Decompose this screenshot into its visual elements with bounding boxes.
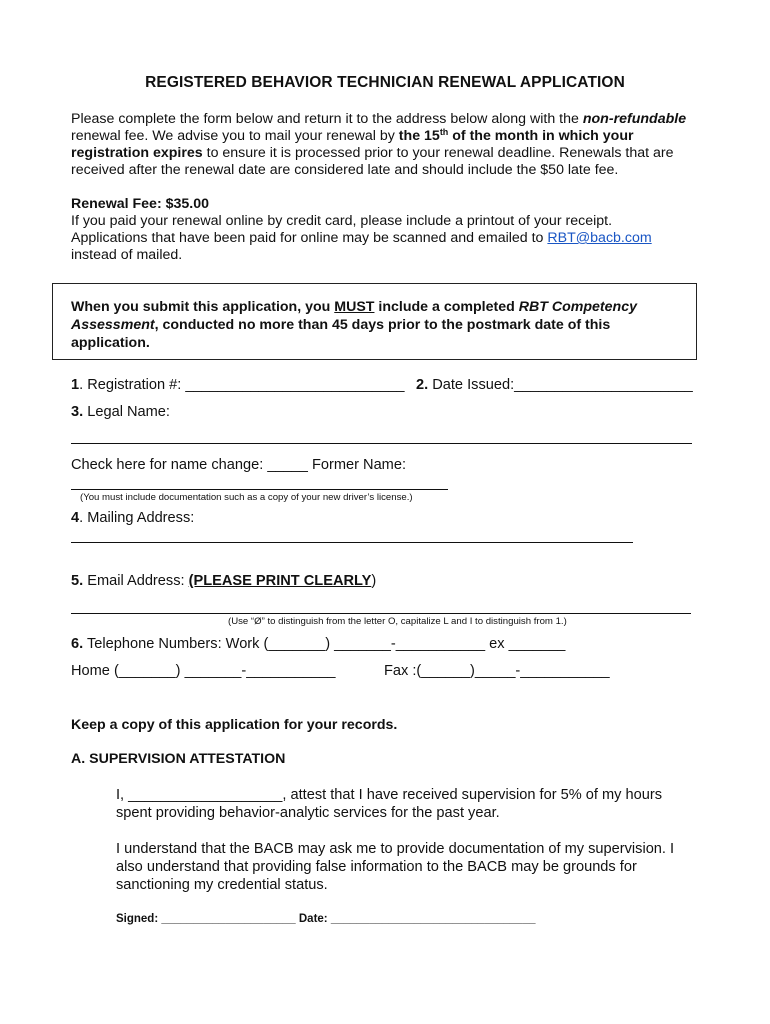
notice-line-2: [71, 316, 637, 334]
mailing-address-label: [71, 510, 194, 527]
attestation-line: also understand that providing false information to the BACB may be grounds for: [116, 859, 637, 875]
attestation-line: I, ___________________, attest that I have received supervision for 5% of my hours: [116, 787, 662, 803]
intro-text: to ensure it is processed prior to your renewal deadline. Renewals that are: [202, 145, 674, 161]
notice-fragment: When you submit this application, you: [71, 299, 335, 315]
renewal-fee-label: Renewal Fee: $35.00: [71, 196, 210, 212]
section-a-heading: A. SUPERVISION ATTESTATION: [71, 751, 286, 767]
intro-emphasis: of the month in which your: [448, 128, 634, 144]
field-label: . Mailing Address:: [79, 510, 195, 526]
field-label: Date Issued:______________________: [428, 377, 693, 393]
email-address-line[interactable]: [71, 613, 691, 614]
fee-line-3: instead of mailed.: [71, 247, 183, 263]
intro-line-1: [71, 111, 686, 128]
signature-date-field[interactable]: Signed: _____________________ Date: ________________________________: [116, 913, 536, 925]
fee-line-2: [71, 230, 652, 247]
intro-emphasis: the 15: [398, 128, 440, 144]
email-link[interactable]: RBT@bacb.com: [547, 230, 652, 246]
mailing-address-line[interactable]: [71, 542, 633, 543]
attestation-line: sanctioning my credential status.: [116, 877, 328, 893]
notice-line-3: application.: [71, 335, 150, 351]
notice-fragment: include a completed: [374, 299, 519, 315]
notice-assessment: Assessment: [71, 317, 155, 333]
field-number: 5.: [71, 573, 84, 589]
field-number: 2.: [416, 377, 429, 393]
email-note: (Use “Ø” to distinguish from the letter O, capitalize L and I to distinguish from 1.): [228, 616, 567, 627]
field-number: 1: [71, 377, 80, 393]
fee-text: Applications that have been paid for online may be scanned and emailed to: [71, 230, 548, 246]
notice-must: MUST: [334, 299, 375, 315]
intro-line-2: [71, 128, 634, 145]
field-number: 3.: [71, 404, 84, 420]
notice-assessment: RBT Competency: [518, 299, 637, 315]
attestation-paragraph-1: [116, 786, 662, 822]
name-change-field[interactable]: Check here for name change: _____ Former Name:: [71, 457, 407, 473]
name-change-note: (You must include documentation such as a copy of your new driver’s license.): [80, 492, 413, 503]
field-label: ): [371, 573, 377, 589]
field-number: 6.: [71, 636, 84, 652]
fee-line-1: If you paid your renewal online by credit card, please include a printout of your receipt.: [71, 213, 613, 229]
registration-number-field[interactable]: [71, 377, 405, 394]
notice-fragment: , conducted no more than 45 days prior to the postmark date of this: [154, 317, 611, 333]
legal-name-line[interactable]: [71, 443, 692, 444]
intro-superscript: th: [439, 127, 449, 137]
intro-emphasis: registration expires: [71, 145, 203, 161]
field-number: 4: [71, 510, 80, 526]
intro-line-3: [71, 145, 674, 162]
intro-emphasis: non-refundable: [582, 111, 687, 127]
date-issued-field[interactable]: [416, 377, 693, 393]
telephone-work-field[interactable]: [71, 636, 565, 653]
attestation-line: spent providing behavior-analytic services for the past year.: [116, 805, 500, 821]
print-clearly: (PLEASE PRINT CLEARLY: [188, 573, 372, 589]
intro-line-4: received after the renewal date are considered late and should include the $50 late fee.: [71, 162, 619, 178]
field-label: . Registration #: ___________________________: [79, 377, 405, 393]
attestation-line: I understand that the BACB may ask me to provide documentation of my supervision. I: [116, 841, 675, 857]
notice-box: [52, 283, 697, 360]
field-label: Telephone Numbers: Work (_______) _______-___________ ex _______: [83, 636, 566, 652]
former-name-line[interactable]: [71, 489, 448, 490]
attestation-paragraph-2: [116, 840, 674, 894]
fax-field[interactable]: Fax :(______)_____-___________: [384, 663, 610, 679]
keep-copy-note: Keep a copy of this application for your records.: [71, 717, 398, 733]
notice-line-1: [71, 298, 637, 316]
intro-text: renewal fee. We advise you to mail your renewal by: [71, 128, 399, 144]
field-label: Email Address:: [83, 573, 189, 589]
telephone-home-field[interactable]: Home (_______) _______-___________: [71, 663, 336, 679]
email-address-label: [71, 573, 376, 590]
notice-text: [71, 298, 637, 352]
legal-name-label: [71, 404, 170, 421]
field-label: Legal Name:: [83, 404, 170, 420]
page-title: REGISTERED BEHAVIOR TECHNICIAN RENEWAL APPLICATION: [145, 74, 625, 91]
intro-text: Please complete the form below and return it to the address below along with the: [71, 111, 583, 127]
